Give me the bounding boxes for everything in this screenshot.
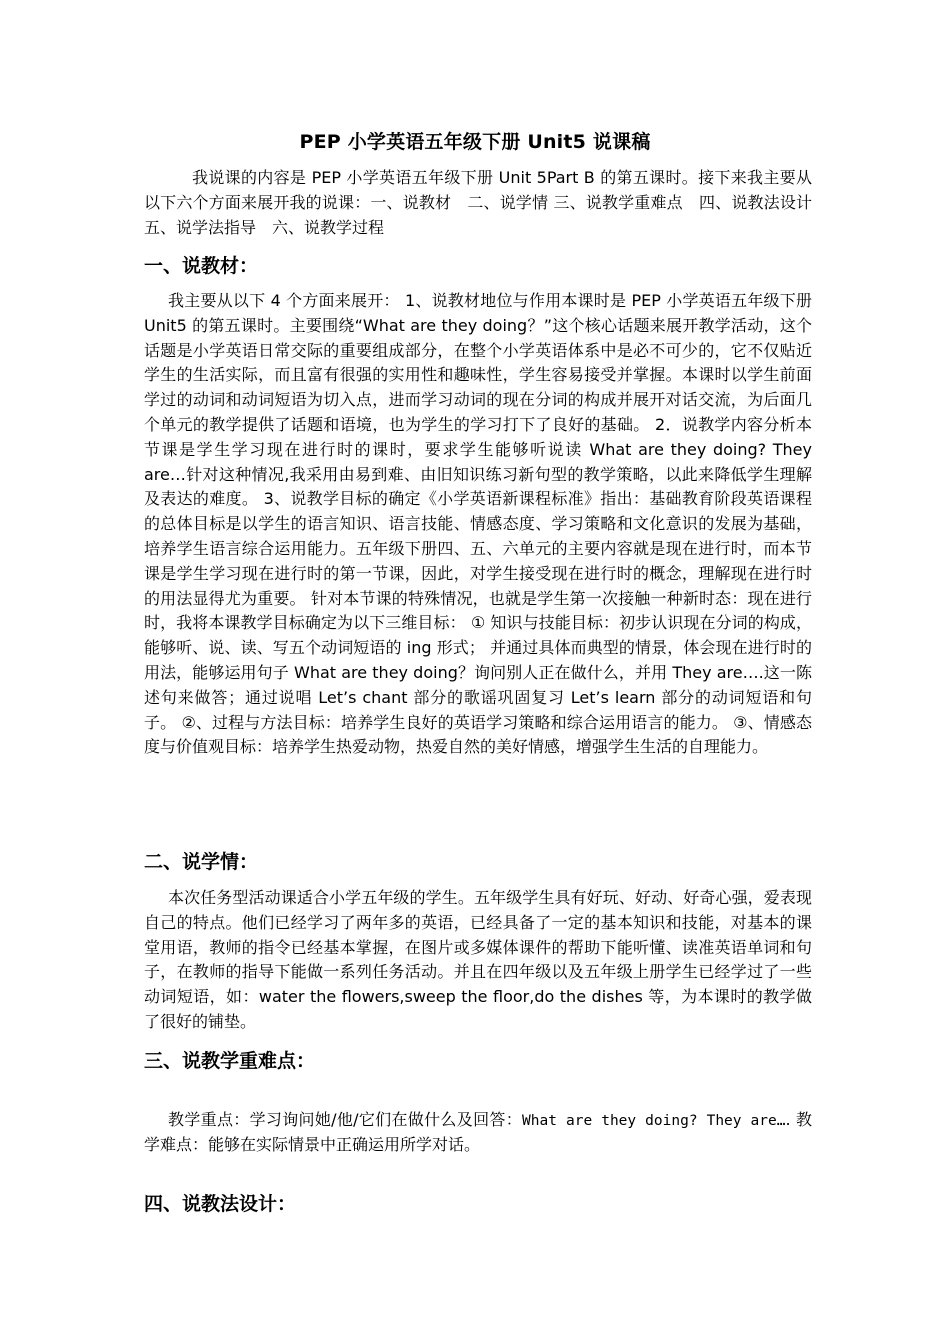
section-heading-learners: 二、说学情： [144, 851, 259, 873]
section-heading-teaching-methods: 四、说教法设计： [144, 1193, 297, 1215]
key-points-prefix: 教学重点：学习询问她/他/它们在做什么及回答： [168, 1110, 523, 1129]
section-heading-key-points: 三、说教学重难点： [144, 1050, 316, 1072]
section-body-textbook: 我主要从以下 4 个方面来展开： 1、说教材地位与作用本课时是 PEP 小学英语五年级下册 Unit5 的第五课时。主要围绕“What are they doing？”这个核心话题来展开教学活动，这个话题是小学英语日常交际的重要组成部分，在整个小学英语体系中是必不可少的，它不仅贴近学生的生活实际，而且富有很强的实用性和趣味性，学生容易接受并掌握。本课时以学生前面学过的动词和动词短语为切入点，进而学习动词的现在分词的构成并展开对话交流，为后面几个单元的教学提供了话题和语境，也为学生的学习打下了良好的基础。 2．说教学内容分析本节课是学生学习现在进行时的课时，要求学生能够听说读 What are they doing? They are…针对这种情况,我采用由易到难、由旧知识练习新句型的教学策略，以此来降低学生理解及表达的难度。 3、说教学目标的确定《小学英语新课程标准》指出：基础教育阶段英语课程的总体目标是以学生的语言知识、语言技能、情感态度、学习策略和文化意识的发展为基础，培养学生语言综合运用能力。五年级下册四、五、六单元的主要内容就是现在进行时，而本节课是学生学习现在进行时的第一节课，因此，对学生接受现在进行时的概念，理解现在进行时的用法显得尤为重要。 针对本节课的特殊情况，也就是学生第一次接触一种新时态：现在进行时，我将本课教学目标确定为以下三维目标： ① 知识与技能目标：初步认识现在分词的构成，能够听、说、读、写五个动词短语的 ing 形式； 并通过具体而典型的情景，体会现在进行时的用法，能够运用句子 What are they doing？询问别人正在做什么，并用 They are….这一陈述句来做答；通过说唱 Let’s chant 部分的歌谣巩固复习 Let’s learn 部分的动词短语和句子。 ②、过程与方法目标：培养学生良好的英语学习策略和综合运用语言的能力。 ③、情感态度与价值观目标：培养学生热爱动物，热爱自然的美好情感，增强学生生活的自理能力。 [144, 291, 812, 757]
section-body-key-points [144, 1108, 812, 1157]
section-heading-textbook: 一、说教材： [144, 255, 259, 277]
document-title: PEP 小学英语五年级下册 Unit5 说课稿 [299, 131, 651, 153]
intro-paragraph: 我说课的内容是 PEP 小学英语五年级下册 Unit 5Part B 的第五课时。接下来我主要从以下六个方面来展开我的说课：一、说教材 二、说学情 三、说教学重难点 四、说教法设计 五、说学法指导 六、说教学过程 [144, 168, 829, 237]
key-points-example-sentence: What are they doing? They are… [522, 1113, 786, 1129]
section-body-learners: 本次任务型活动课适合小学五年级的学生。五年级学生具有好玩、好动、好奇心强，爱表现自己的特点。他们已经学习了两年多的英语，已经具备了一定的基本知识和技能，对基本的课堂用语，教师的指令已经基本掌握，在图片或多媒体课件的帮助下能听懂、读准英语单词和句子，在教师的指导下能做一系列任务活动。并且在四年级以及五年级上册学生已经学过了一些动词短语，如：water the flowers,sweep the floor,do the dishes 等，为本课时的教学做了很好的铺垫。 [144, 888, 812, 1031]
key-points-suffix: . 教学难点：能够在实际情景中正确运用所学对话。 [144, 1110, 812, 1154]
